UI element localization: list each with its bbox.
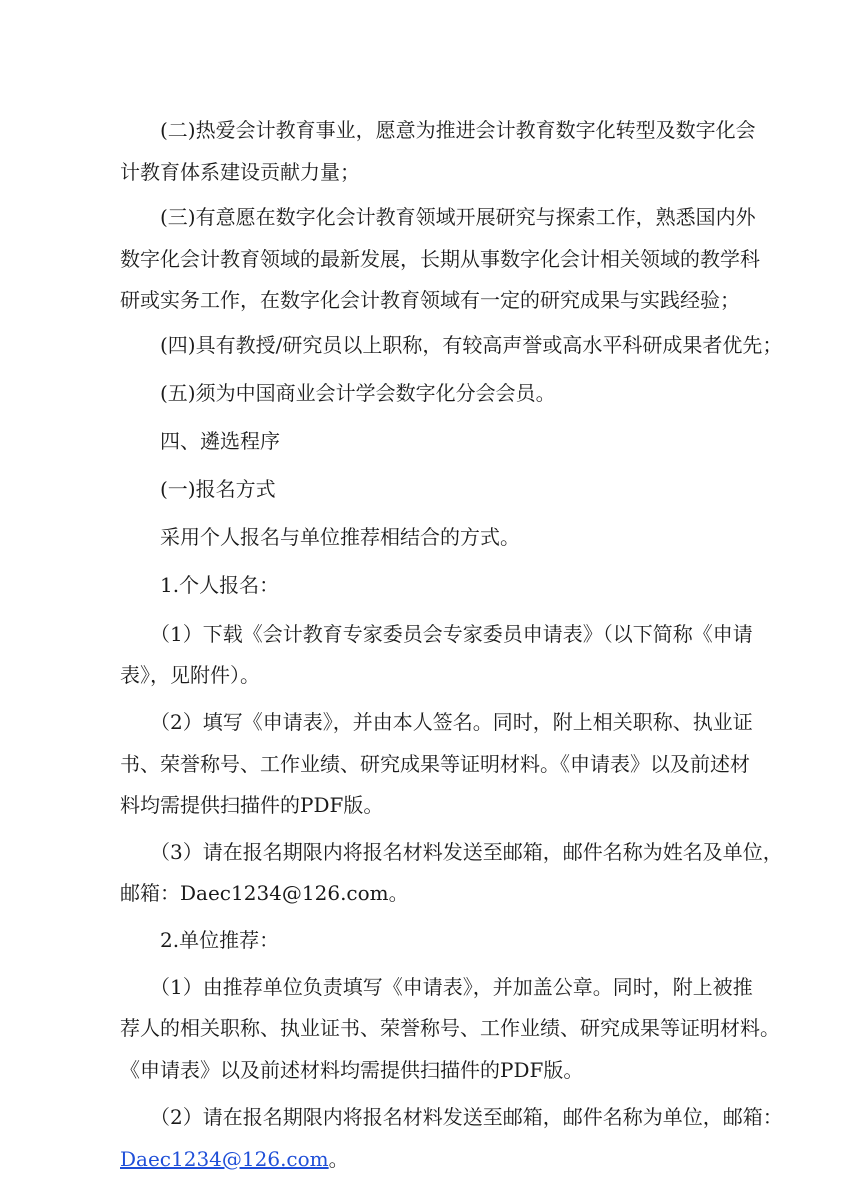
list-heading: 2.单位推荐： [160,928,280,952]
paragraph-line: (三)有意愿在数字化会计教育领域开展研究与探索工作，熟悉国内外 [160,205,756,229]
email-link[interactable]: Daec1234@126.com [120,1147,329,1171]
paragraph-line: 采用个人报名与单位推荐相结合的方式。 [160,525,520,549]
paragraph-line: 《申请表》以及前述材料均需提供扫描件的PDF版。 [120,1058,584,1082]
paragraph-line: (五)须为中国商业会计学会数字化分会会员。 [160,381,556,405]
paragraph-line: 荐人的相关职称、执业证书、荣誉称号、工作业绩、研究成果等证明材料。 [120,1016,780,1040]
paragraph-line: 表》，见附件）。 [120,663,260,687]
paragraph-line: （2）填写《申请表》，并由本人签名。同时，附上相关职称、执业证 [150,710,753,734]
email-suffix: 。 [328,1147,349,1171]
paragraph-line: 计教育体系建设贡献力量； [120,160,360,184]
email-line [120,1143,349,1175]
paragraph-line: 研或实务工作，在数字化会计教育领域有一定的研究成果与实践经验； [120,288,740,312]
paragraph-line: (二)热爱会计教育事业，愿意为推进会计教育数字化转型及数字化会 [160,118,756,142]
paragraph-line: （1）下载《会计教育专家委员会专家委员申请表》（以下简称《申请 [150,622,753,646]
paragraph-line: （1）由推荐单位负责填写《申请表》，并加盖公章。同时，附上被推 [150,975,753,999]
paragraph-line: 书、荣誉称号、工作业绩、研究成果等证明材料。《申请表》以及前述材 [120,752,750,776]
paragraph-line: 邮箱：Daec1234@126.com。 [120,881,409,905]
paragraph-line: (四)具有教授/研究员以上职称，有较高声誉或高水平科研成果者优先； [160,333,783,357]
list-heading: 1.个人报名： [160,573,280,597]
paragraph-line: （3）请在报名期限内将报名材料发送至邮箱，邮件名称为姓名及单位， [150,840,783,864]
subsection-heading: (一)报名方式 [160,477,276,501]
paragraph-line: 料均需提供扫描件的PDF版。 [120,793,384,817]
section-heading: 四、遴选程序 [160,429,280,453]
paragraph-line: 数字化会计教育领域的最新发展，长期从事数字化会计相关领域的教学科 [120,247,760,271]
paragraph-line: （2）请在报名期限内将报名材料发送至邮箱，邮件名称为单位，邮箱： [150,1105,783,1129]
